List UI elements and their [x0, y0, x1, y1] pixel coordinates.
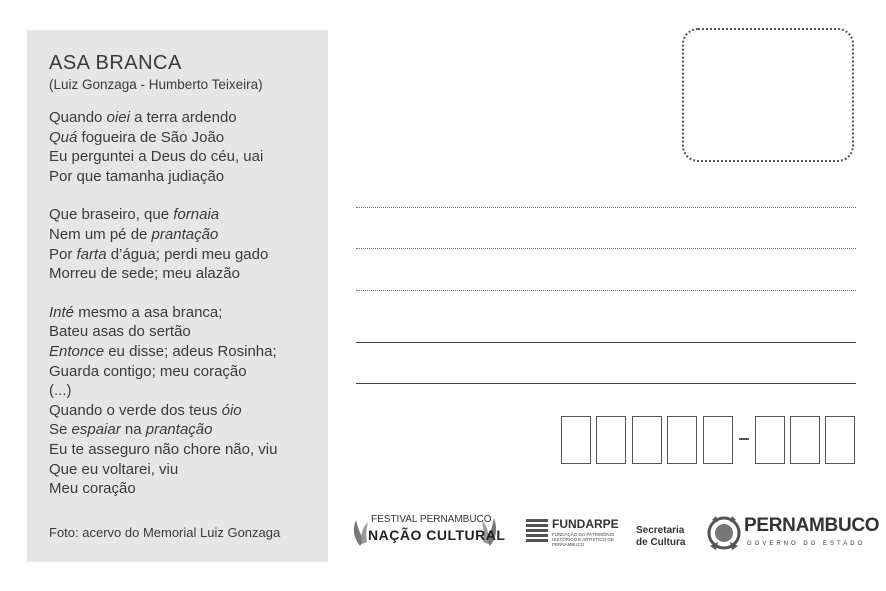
lyrics-line: Guarda contigo; meu coração: [49, 362, 247, 380]
photo-credit: Foto: acervo do Memorial Luiz Gonzaga: [49, 525, 281, 540]
lyrics-line: Bateu asas do sertão: [49, 323, 191, 341]
address-line-5: [356, 383, 856, 384]
lyrics-stanza: [49, 303, 278, 499]
fundarpe-mark-icon: [526, 519, 548, 545]
fundarpe-subtitle: FUNDAÇÃO DO PATRIMÔNIO HISTÓRICO E ARTÍSTICO DE PERNAMBUCO: [552, 532, 615, 547]
address-line-4: [356, 342, 856, 343]
festival-pernambuco-logo: [350, 510, 506, 552]
lyrics-panel: [27, 30, 328, 562]
lyrics-stanza: [49, 205, 278, 283]
zip-digit-box: [755, 416, 785, 464]
lyrics-line: Quando o verde dos teus óio: [49, 401, 242, 419]
zip-digit-box: [596, 416, 626, 464]
lyrics-line: (...): [49, 382, 72, 400]
lyrics-line: Inté mesmo a asa branca;: [49, 303, 223, 321]
lyrics-line: Entonce eu disse; adeus Rosinha;: [49, 342, 277, 360]
zip-digit-box: [825, 416, 855, 464]
zip-digit-box: [703, 416, 733, 464]
lyrics-line: Por que tamanha judiação: [49, 167, 225, 185]
address-line-3: [356, 290, 856, 291]
secretaria-line-1: Secretaria: [636, 525, 685, 536]
lyrics-stanza: [49, 108, 278, 186]
zip-digit-box: [561, 416, 591, 464]
festival-main-text: NAÇÃO CULTURAL: [368, 527, 506, 543]
lyrics-line: Que eu voltarei, viu: [49, 460, 179, 478]
address-line-1: [356, 207, 856, 208]
zip-dash: [739, 438, 749, 440]
lyrics-line: Quá fogueira de São João: [49, 128, 225, 146]
secretaria-line-2: de Cultura: [636, 537, 686, 548]
festival-top-text: FESTIVAL PERNAMBUCO: [371, 514, 492, 525]
lyrics-line: Se espaiar na prantação: [49, 421, 213, 439]
address-line-2: [356, 248, 856, 249]
lyrics-line: Morreu de sede; meu alazão: [49, 265, 240, 283]
lyrics-verses: [49, 108, 278, 518]
zip-digit-box: [790, 416, 820, 464]
lyrics-line: Por farta d’água; perdi meu gado: [49, 245, 269, 263]
pernambuco-name: PERNAMBUCO: [744, 515, 880, 536]
pernambuco-government-logo: [706, 514, 880, 554]
zip-digit-box: [632, 416, 662, 464]
lyrics-line: Quando oiei a terra ardendo: [49, 109, 237, 126]
fundarpe-name: FUNDARPE: [552, 517, 619, 531]
zip-digit-box: [667, 416, 697, 464]
lyrics-line: Nem um pé de prantação: [49, 225, 219, 243]
state-seal-icon: [706, 514, 742, 552]
song-title: ASA BRANCA: [49, 52, 182, 74]
secretaria-cultura-logo: [636, 525, 685, 549]
stamp-box: [682, 28, 854, 162]
song-authors: (Luiz Gonzaga - Humberto Teixeira): [49, 77, 263, 92]
fundarpe-logo: [526, 517, 626, 551]
pernambuco-subtitle: GOVERNO DO ESTADO: [747, 541, 866, 547]
lyrics-line: Eu te asseguro não chore não, viu: [49, 440, 278, 458]
lyrics-line: Eu perguntei a Deus do céu, uai: [49, 148, 264, 166]
lyrics-line: Meu coração: [49, 480, 136, 498]
lyrics-line: Que braseiro, que fornaia: [49, 206, 220, 224]
